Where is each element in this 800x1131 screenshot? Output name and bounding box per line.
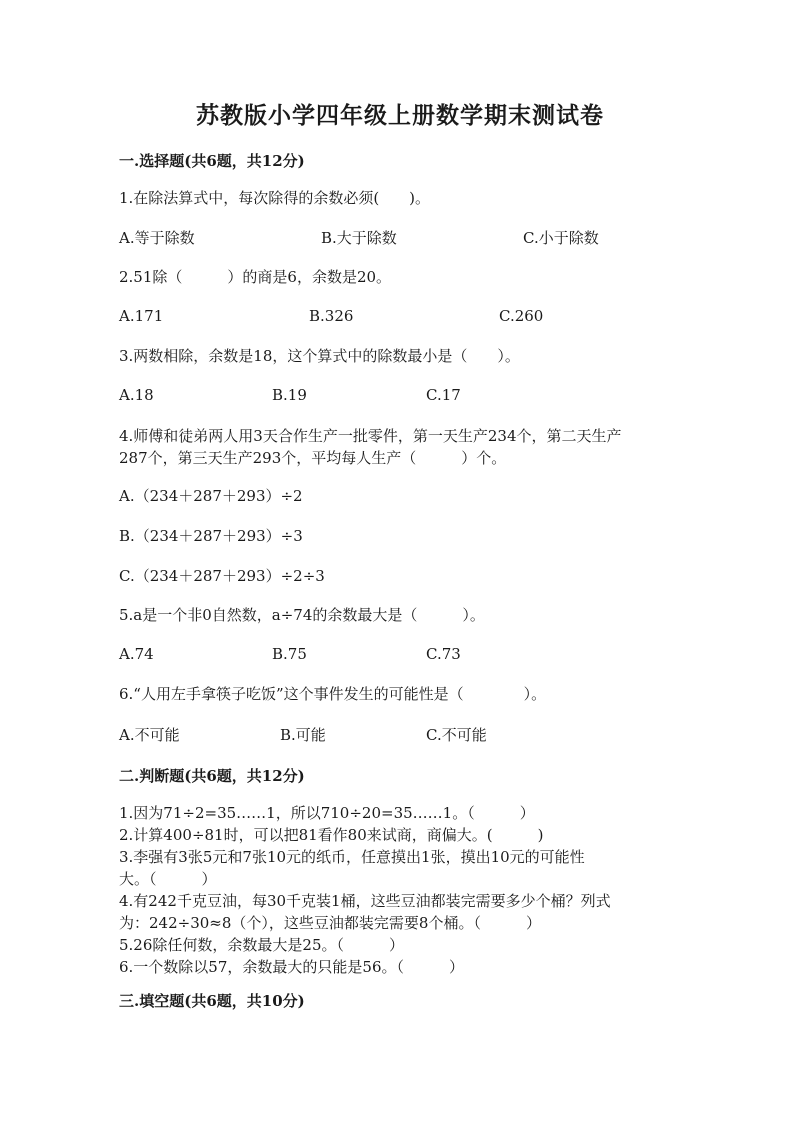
exam-title: 苏教版小学四年级上册数学期末测试卷 xyxy=(196,102,604,129)
judgement-item: 3.李强有3张5元和7张10元的纸币，任意摸出1张，摸出10元的可能性 xyxy=(119,848,585,866)
option-b[interactable]: B.19 xyxy=(272,386,307,404)
section-heading-fill-blank: 三.填空题(共6题，共10分) xyxy=(119,992,305,1010)
option-c[interactable]: C.260 xyxy=(499,307,544,325)
option-a[interactable]: A.等于除数 xyxy=(119,229,195,247)
option-c[interactable]: C.小于除数 xyxy=(523,229,599,247)
option-c[interactable]: C.73 xyxy=(426,645,461,663)
question-options xyxy=(119,386,719,408)
judgement-item: 2.计算400÷81时，可以把81看作80来试商，商偏大。( ) xyxy=(119,826,544,844)
judgement-item: 5.26除任何数，余数最大是25。（ ） xyxy=(119,936,404,954)
option-a[interactable]: A.74 xyxy=(119,645,154,663)
question-stem: 3.两数相除，余数是18，这个算式中的除数最小是（ ）。 xyxy=(119,347,520,365)
question-stem: 6.“人用左手拿筷子吃饭”这个事件发生的可能性是（ ）。 xyxy=(119,685,547,703)
section-heading-judgement: 二.判断题(共6题，共12分) xyxy=(119,767,305,785)
question-stem-line: 4.师傅和徒弟两人用3天合作生产一批零件，第一天生产234个，第二天生产 xyxy=(119,427,622,445)
judgement-item: 6.一个数除以57，余数最大的只能是56。（ ） xyxy=(119,958,464,976)
question-options xyxy=(119,645,719,667)
question-options xyxy=(119,724,719,746)
option-c[interactable]: C.不可能 xyxy=(426,726,487,744)
option-b[interactable]: B.326 xyxy=(309,307,354,325)
option-a[interactable]: A.不可能 xyxy=(119,726,180,744)
option-a[interactable]: A.171 xyxy=(119,307,164,325)
judgement-item: 4.有242千克豆油，每30千克装1桶，这些豆油都装完需要多少个桶？列式 xyxy=(119,892,611,910)
option-b[interactable]: B.大于除数 xyxy=(321,229,397,247)
question-stem xyxy=(119,425,689,469)
option-b[interactable]: B.（234＋287＋293）÷3 xyxy=(119,527,303,545)
judgement-list xyxy=(119,802,689,978)
question-stem: 2.51除（ ）的商是6，余数是20。 xyxy=(119,268,392,286)
option-c[interactable]: C.（234＋287＋293）÷2÷3 xyxy=(119,567,325,585)
section-heading-choice: 一.选择题(共6题，共12分) xyxy=(119,152,305,170)
question-stem: 5.a是一个非0自然数，a÷74的余数最大是（ ）。 xyxy=(119,606,485,624)
option-b[interactable]: B.可能 xyxy=(280,726,326,744)
question-options xyxy=(119,227,719,249)
question-options xyxy=(119,307,719,329)
option-c[interactable]: C.17 xyxy=(426,386,461,404)
question-stem-line: 287个，第三天生产293个，平均每人生产（ ）个。 xyxy=(119,449,507,467)
question-stem: 1.在除法算式中，每次除得的余数必须( )。 xyxy=(119,189,431,207)
option-b[interactable]: B.75 xyxy=(272,645,307,663)
judgement-item-continued: 为：242÷30≈8（个），这些豆油都装完需要8个桶。（ ） xyxy=(119,914,541,932)
judgement-item-continued: 大。（ ） xyxy=(119,870,217,888)
option-a[interactable]: A.18 xyxy=(119,386,154,404)
judgement-item: 1.因为71÷2=35……1，所以710÷20=35……1。（ ） xyxy=(119,804,535,822)
option-a[interactable]: A.（234＋287＋293）÷2 xyxy=(119,487,303,505)
